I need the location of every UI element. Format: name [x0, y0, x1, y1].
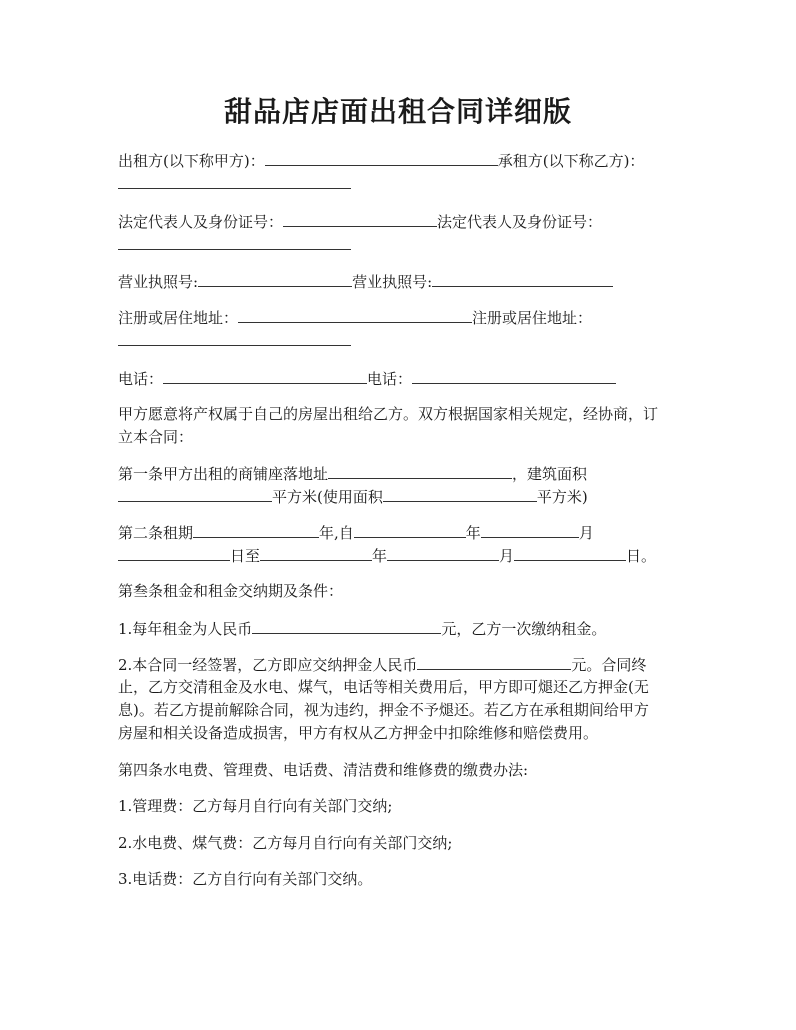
article-1-text-b: ，建筑面积: [512, 465, 588, 483]
lessor-line: [118, 149, 644, 173]
phone-label-a: 电话：: [118, 370, 164, 388]
legal-rep-label-b: 法定代表人及身份证号：: [437, 213, 603, 231]
address-blank-b[interactable]: [118, 329, 351, 346]
article-3-item-2-line-2: 止，乙方交清租金及水电、煤气，电话等相关费用后，甲方即可煺还乙方押金(无: [118, 678, 649, 696]
article-2-text-c: 年: [465, 524, 481, 542]
end-year-blank[interactable]: [260, 544, 372, 561]
license-blank-b[interactable]: [432, 270, 613, 287]
license-label-a: 营业执照号:: [118, 273, 199, 291]
document-title: 甜品店店面出租合同详细版: [223, 95, 572, 128]
article-2-line-2: [118, 544, 656, 568]
building-area-blank[interactable]: [118, 485, 272, 502]
phone-blank-b[interactable]: [412, 367, 616, 384]
article-2-text-e: 日至: [230, 547, 261, 565]
article-3-item-1-text-a: 1.每年租金为人民币: [118, 620, 253, 638]
usable-area-blank[interactable]: [383, 485, 537, 502]
article-4-item-3: 3.电话费：乙方自行向有关部门交纳。: [118, 870, 373, 888]
intro-line-1: 甲方愿意将产权属于自己的房屋出租给乙方。双方根据国家相关规定，经协商，订: [118, 405, 659, 423]
legal-rep-label-a: 法定代表人及身份证号：: [118, 213, 284, 231]
end-day-blank[interactable]: [514, 544, 626, 561]
lessee-label: 承租方(以下称乙方)：: [497, 152, 645, 170]
address-blank-a[interactable]: [238, 306, 472, 323]
lessor-label: 出租方(以下称甲方)：: [118, 152, 265, 170]
article-3-item-2-line-4: 房屋和相关设备造成损害，甲方有权从乙方押金中扣除维修和赔偿费用。: [118, 724, 599, 742]
start-day-blank[interactable]: [118, 544, 230, 561]
address-line: [118, 306, 592, 330]
article-2-text-d: 月: [578, 524, 594, 542]
legal-rep-line-2: [118, 233, 351, 257]
article-2-text-f: 年: [372, 547, 388, 565]
article-3-title: 第叁条租金和租金交纳期及条件：: [118, 582, 344, 600]
article-2-text-g: 月: [499, 547, 515, 565]
phone-line: [118, 367, 616, 391]
shop-address-blank[interactable]: [328, 462, 512, 479]
start-month-blank[interactable]: [481, 521, 579, 538]
article-3-item-2-line-3: 息)。若乙方提前解除合同，视为违约，押金不予煺还。若乙方在承租期间给甲方: [118, 701, 649, 719]
article-1-line-1: [118, 462, 587, 486]
lease-years-blank[interactable]: [193, 521, 319, 538]
article-4-item-1: 1.管理费：乙方每月自行向有关部门交纳;: [118, 797, 393, 815]
address-line-2: [118, 329, 351, 353]
lessee-line: [118, 172, 351, 196]
annual-rent-blank[interactable]: [252, 617, 441, 634]
article-2-line-1: [118, 521, 594, 545]
license-label-b: 营业执照号:: [352, 273, 433, 291]
article-4-title: 第四条水电费、管理费、电话费、清洁费和维修费的缴费办法:: [118, 761, 529, 779]
license-blank-a[interactable]: [198, 270, 352, 287]
phone-label-b: 电话：: [367, 370, 413, 388]
license-line: [118, 270, 613, 294]
article-2-text-a: 第二条租期: [118, 524, 194, 542]
article-1-text-c: 平方米(使用面积: [272, 488, 383, 506]
lessee-name-blank[interactable]: [118, 172, 351, 189]
article-3-item-2-text-b: 元。合同终: [571, 656, 647, 674]
article-3-item-2-line-1: [118, 653, 646, 677]
deposit-blank[interactable]: [417, 653, 571, 670]
legal-rep-line: [118, 210, 602, 234]
article-2-text-h: 日。: [626, 547, 657, 565]
article-1-line-2: [118, 485, 588, 509]
article-3-item-2-text-a: 2.本合同一经签署，乙方即应交纳押金人民币: [118, 656, 418, 674]
phone-blank-a[interactable]: [163, 367, 367, 384]
article-2-text-b: 年,自: [319, 524, 354, 542]
legal-rep-blank-b[interactable]: [118, 233, 351, 250]
article-3-item-1-text-b: 元，乙方一次缴纳租金。: [441, 620, 607, 638]
address-label-b: 注册或居住地址：: [472, 309, 593, 327]
address-label-a: 注册或居住地址：: [118, 309, 239, 327]
legal-rep-blank-a[interactable]: [283, 210, 437, 227]
end-month-blank[interactable]: [387, 544, 499, 561]
intro-line-2: 立本合同：: [118, 428, 194, 446]
article-3-item-1: [118, 617, 606, 641]
lessor-name-blank[interactable]: [265, 149, 498, 166]
article-4-item-2: 2.水电费、煤气费：乙方每月自行向有关部门交纳;: [118, 834, 453, 852]
article-1-text-d: 平方米): [536, 488, 588, 506]
start-year-blank[interactable]: [354, 521, 466, 538]
article-1-text-a: 第一条甲方出租的商铺座落地址: [118, 465, 329, 483]
